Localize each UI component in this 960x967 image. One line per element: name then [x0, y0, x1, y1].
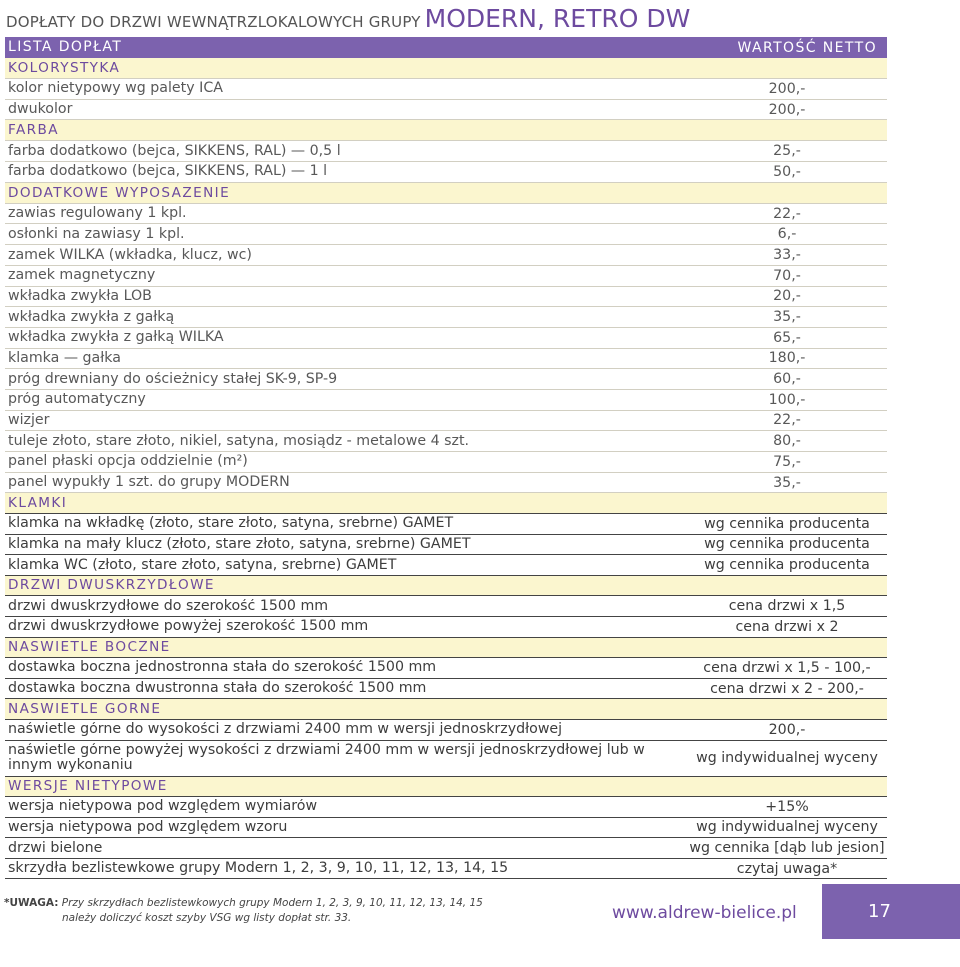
section-group-b [5, 493, 887, 879]
table-row [5, 390, 887, 411]
item-name: kolor nietypowy wg palety ICA [8, 81, 223, 97]
page-title [6, 4, 690, 34]
footnote-label: *UWAGA: [4, 897, 59, 909]
category-row [5, 493, 887, 514]
table-row [5, 741, 887, 777]
item-name: wkładka zwykła LOB [8, 288, 152, 304]
item-name: skrzydła bezlistewkowe grupy Modern 1, 2, 3, 9, 10, 11, 12, 13, 14, 15 [8, 861, 509, 877]
item-value: wg indywidualnej wyceny [696, 819, 878, 836]
item-value: cena drzwi x 2 - 200,- [710, 680, 864, 697]
item-name: naświetle górne do wysokości z drzwiami 2400 mm w wersji jednoskrzydłowej [8, 722, 563, 738]
table-row [5, 287, 887, 308]
item-value: 35,- [773, 474, 801, 491]
item-value: 200,- [768, 721, 806, 738]
table-row [5, 596, 887, 617]
item-name: panel wypukły 1 szt. do grupy MODERN [8, 475, 290, 490]
item-name: próg drewniany do ościeżnicy stałej SK-9, SP-9 [8, 371, 338, 387]
item-name: zamek WILKA (wkładka, klucz, wc) [8, 247, 252, 263]
item-name: wkładka zwykła z gałką [8, 309, 175, 325]
table-row [5, 658, 887, 679]
table-row [5, 797, 887, 818]
footnote-line1: Przy skrzydłach bezlistewkowych grupy Modern 1, 2, 3, 9, 10, 11, 12, 13, 14, 15 [61, 897, 483, 909]
item-name: wersja nietypowa pod względem wymiarów [8, 799, 318, 815]
table-row [5, 473, 887, 494]
item-value: 180,- [768, 350, 806, 367]
item-value: cena drzwi x 1,5 [728, 598, 846, 615]
category-row [5, 183, 887, 204]
item-name: tuleje złoto, stare złoto, nikiel, satyna, mosiądz - metalowe 4 szt. [8, 433, 470, 449]
table-row [5, 535, 887, 556]
item-value: cena drzwi x 2 [735, 618, 839, 635]
category-label: DODATKOWE WYPOSAŻENIE [8, 185, 231, 200]
item-name: wizjer [8, 413, 50, 428]
item-name: dostawka boczna jednostronna stała do szerokość 1500 mm [8, 660, 437, 676]
item-name: klamka WC (złoto, stare złoto, satyna, srebrne) GAMET [8, 557, 397, 573]
item-value: wg indywidualnej wyceny [696, 750, 878, 766]
category-label: KOLORYSTYKA [8, 60, 121, 76]
item-name: osłonki na zawiasy 1 kpl. [8, 226, 185, 242]
item-name: drzwi dwuskrzydłowe powyżej szerokość 1500 mm [8, 619, 369, 635]
header-right: WARTOŚĆ NETTO [737, 39, 877, 56]
item-value: cena drzwi x 1,5 - 100,- [703, 659, 871, 676]
table-row [5, 369, 887, 390]
item-name: zawias regulowany 1 kpl. [8, 206, 187, 222]
category-label: WERSJE NIETYPOWE [8, 779, 168, 794]
header-left: LISTA DOPŁAT [8, 40, 123, 55]
table-row [5, 720, 887, 741]
item-name: dostawka boczna dwustronna stała do szerokość 1500 mm [8, 681, 427, 696]
category-label: NAŚWIETLE BOCZNE [8, 640, 171, 655]
table-row [5, 100, 887, 121]
category-row [5, 576, 887, 597]
page-number: 17 [822, 884, 960, 939]
category-label: KLAMKI [8, 496, 68, 511]
title-prefix: DOPŁATY DO DRZWI WEWNĄTRZLOKALOWYCH GRUPY [6, 13, 421, 31]
table-row [5, 79, 887, 100]
item-name: drzwi dwuskrzydłowe do szerokość 1500 mm [8, 598, 329, 614]
category-label: FARBA [8, 123, 59, 138]
table-row [5, 266, 887, 287]
table-row [5, 818, 887, 839]
table-row [5, 307, 887, 328]
table-row [5, 617, 887, 638]
table-row [5, 431, 887, 452]
footnote-line2: należy doliczyć koszt szyby VSG wg listy dopłat str. 33. [62, 912, 352, 924]
table-row [5, 141, 887, 162]
item-value: 65,- [773, 329, 801, 346]
item-value: wg cennika producenta [704, 556, 870, 573]
table-row [5, 411, 887, 432]
surcharge-table [5, 37, 887, 879]
item-name: klamka — gałka [8, 350, 121, 366]
item-value: 75,- [773, 453, 801, 470]
item-value: 200,- [768, 101, 806, 118]
item-value: wg cennika producenta [704, 515, 870, 532]
table-row [5, 859, 887, 880]
table-row [5, 204, 887, 225]
item-value: wg cennika producenta [704, 536, 870, 553]
table-row [5, 245, 887, 266]
category-row [5, 777, 887, 798]
item-value: 35,- [773, 309, 801, 326]
website-link[interactable]: www.aldrew-bielice.pl [612, 903, 797, 923]
table-row [5, 555, 887, 576]
item-value: 22,- [773, 412, 801, 429]
item-name: zamek magnetyczny [8, 268, 156, 284]
item-value: 33,- [773, 246, 801, 263]
item-name: drzwi bielone [8, 840, 103, 856]
item-name: farba dodatkowo (bejca, SIKKENS, RAL) — 0,5 l [8, 143, 341, 159]
category-row [5, 638, 887, 659]
table-row [5, 514, 887, 535]
item-value: 200,- [768, 80, 806, 97]
item-value: 100,- [768, 391, 806, 408]
table-row [5, 224, 887, 245]
item-name: naświetle górne powyżej wysokości z drzwiami 2400 mm w wersji jednoskrzydłowej lub w innym wykonaniu [8, 743, 645, 773]
category-label: NAŚWIETLE GÓRNE [8, 701, 162, 717]
item-value: 20,- [773, 288, 801, 305]
item-value: 80,- [773, 433, 801, 450]
item-value: 22,- [773, 205, 801, 222]
section-group-a [5, 58, 887, 493]
item-value: 6,- [777, 226, 797, 243]
category-row [5, 58, 887, 79]
item-value: czytaj uwaga* [736, 860, 838, 877]
table-row [5, 679, 887, 700]
item-value: 60,- [773, 371, 801, 388]
item-value: 25,- [773, 143, 801, 160]
category-row [5, 120, 887, 141]
item-value: +15% [765, 798, 809, 815]
table-row [5, 349, 887, 370]
item-name: klamka na mały klucz (złoto, stare złoto, satyna, srebrne) GAMET [8, 536, 471, 552]
table-header [5, 37, 887, 58]
item-value: 70,- [773, 267, 801, 284]
item-name: próg automatyczny [8, 392, 146, 408]
table-row [5, 452, 887, 473]
item-name: wkładka zwykła z gałką WILKA [8, 330, 224, 346]
item-value: wg cennika [dąb lub jesion] [689, 840, 885, 857]
table-row [5, 162, 887, 183]
table-row [5, 328, 887, 349]
footnote [4, 896, 483, 926]
item-name: wersja nietypowa pod względem wzoru [8, 820, 288, 835]
item-name: klamka na wkładkę (złoto, stare złoto, satyna, srebrne) GAMET [8, 516, 454, 532]
item-name: dwukolor [8, 102, 73, 117]
item-value: 50,- [773, 163, 801, 180]
category-row [5, 699, 887, 720]
category-label: DRZWI DWUSKRZYDŁOWE [8, 578, 215, 593]
title-main: MODERN, RETRO DW [424, 4, 691, 33]
item-name: panel płaski opcja oddzielnie (m²) [8, 454, 248, 470]
table-row [5, 838, 887, 859]
item-name: farba dodatkowo (bejca, SIKKENS, RAL) — 1 l [8, 164, 328, 180]
